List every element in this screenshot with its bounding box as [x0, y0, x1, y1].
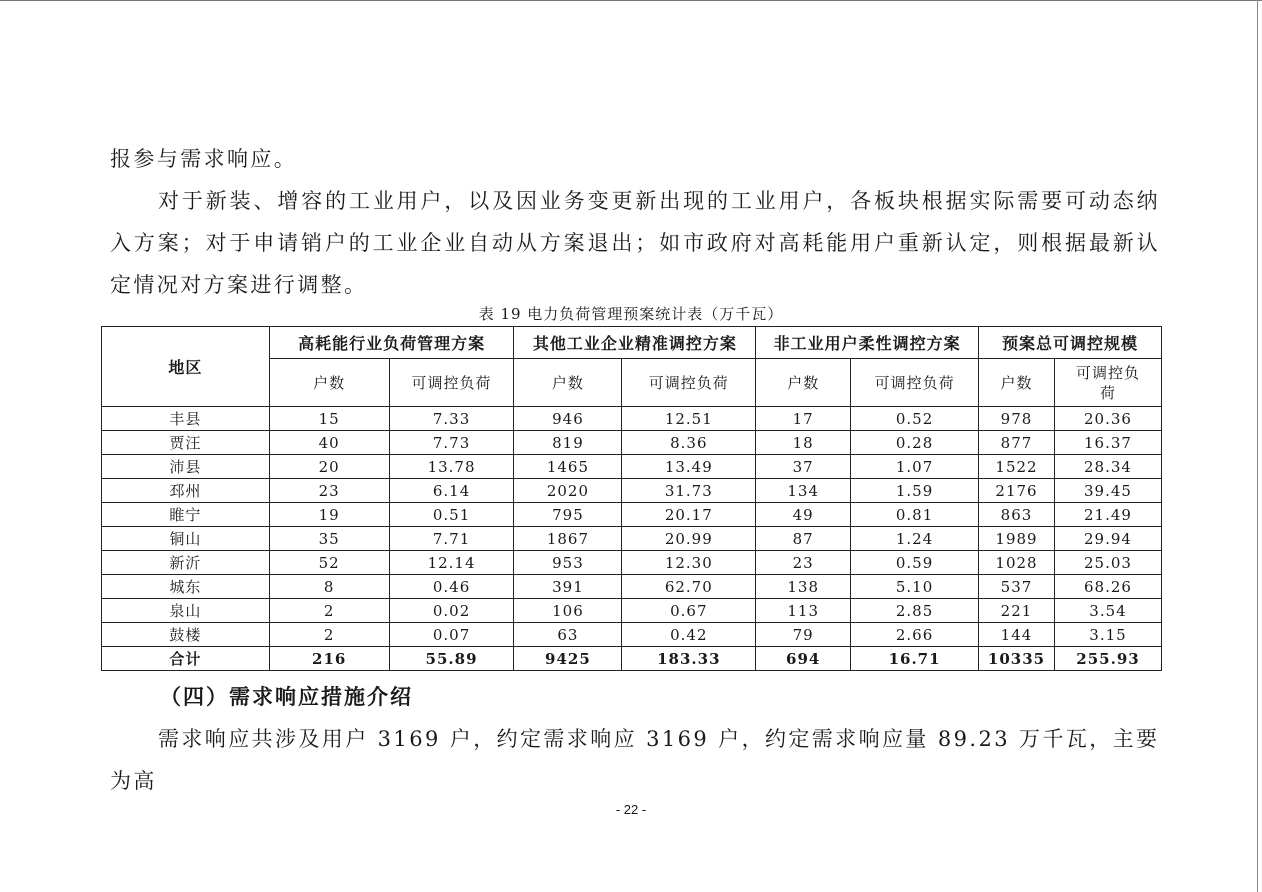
value-cell: 221 [979, 599, 1055, 623]
value-cell: 8.36 [622, 431, 756, 455]
value-cell: 694 [756, 647, 851, 671]
value-cell: 79 [756, 623, 851, 647]
table-row [102, 599, 1162, 623]
value-cell: 10335 [979, 647, 1055, 671]
value-cell: 40 [269, 431, 389, 455]
value-cell: 15 [269, 407, 389, 431]
value-cell: 946 [514, 407, 622, 431]
value-cell: 13.78 [389, 455, 514, 479]
value-cell: 20.99 [622, 527, 756, 551]
value-cell: 3.54 [1054, 599, 1161, 623]
value-cell: 7.71 [389, 527, 514, 551]
region-cell: 睢宁 [102, 503, 270, 527]
table-row [102, 623, 1162, 647]
value-cell: 1.59 [851, 479, 979, 503]
total-row [102, 647, 1162, 671]
group-header: 其他工业企业精准调控方案 [514, 327, 756, 359]
value-cell: 0.28 [851, 431, 979, 455]
region-cell: 合计 [102, 647, 270, 671]
paragraph-2: 对于新装、增容的工业用户，以及因业务变更新出现的工业用户，各板块根据实际需要可动态纳入方案；对于申请销户的工业企业自动从方案退出；如市政府对高耗能用户重新认定，则根据最新认定情况对方案进行调整。 [110, 189, 1160, 297]
value-cell: 183.33 [622, 647, 756, 671]
value-cell: 23 [756, 551, 851, 575]
value-cell: 1522 [979, 455, 1055, 479]
value-cell: 0.51 [389, 503, 514, 527]
page-right-border [1257, 0, 1258, 892]
sub-header: 户数 [979, 359, 1055, 407]
table-row [102, 527, 1162, 551]
value-cell: 23 [269, 479, 389, 503]
value-cell: 12.51 [622, 407, 756, 431]
group-header: 非工业用户柔性调控方案 [756, 327, 979, 359]
region-cell: 新沂 [102, 551, 270, 575]
value-cell: 25.03 [1054, 551, 1161, 575]
value-cell: 216 [269, 647, 389, 671]
table-row [102, 503, 1162, 527]
value-cell: 819 [514, 431, 622, 455]
value-cell: 68.26 [1054, 575, 1161, 599]
value-cell: 37 [756, 455, 851, 479]
group-header: 高耗能行业负荷管理方案 [269, 327, 514, 359]
value-cell: 0.52 [851, 407, 979, 431]
value-cell: 8 [269, 575, 389, 599]
value-cell: 0.42 [622, 623, 756, 647]
value-cell: 35 [269, 527, 389, 551]
value-cell: 0.07 [389, 623, 514, 647]
value-cell: 1989 [979, 527, 1055, 551]
value-cell: 2020 [514, 479, 622, 503]
value-cell: 1.24 [851, 527, 979, 551]
region-cell: 铜山 [102, 527, 270, 551]
sub-header: 户数 [756, 359, 851, 407]
value-cell: 3.15 [1054, 623, 1161, 647]
value-cell: 0.67 [622, 599, 756, 623]
value-cell: 863 [979, 503, 1055, 527]
value-cell: 1465 [514, 455, 622, 479]
value-cell: 138 [756, 575, 851, 599]
table-row [102, 431, 1162, 455]
region-cell: 鼓楼 [102, 623, 270, 647]
value-cell: 113 [756, 599, 851, 623]
value-cell: 2176 [979, 479, 1055, 503]
table-row [102, 407, 1162, 431]
value-cell: 55.89 [389, 647, 514, 671]
value-cell: 0.46 [389, 575, 514, 599]
value-cell: 134 [756, 479, 851, 503]
value-cell: 391 [514, 575, 622, 599]
value-cell: 21.49 [1054, 503, 1161, 527]
value-cell: 953 [514, 551, 622, 575]
value-cell: 16.71 [851, 647, 979, 671]
value-cell: 0.81 [851, 503, 979, 527]
value-cell: 255.93 [1054, 647, 1161, 671]
value-cell: 6.14 [389, 479, 514, 503]
value-cell: 18 [756, 431, 851, 455]
region-cell: 城东 [102, 575, 270, 599]
value-cell: 31.73 [622, 479, 756, 503]
table-caption: 表 19 电力负荷管理预案统计表（万千瓦） [478, 305, 784, 323]
sub-header: 可调控负荷 [622, 359, 756, 407]
value-cell: 7.73 [389, 431, 514, 455]
section-title: （四）需求响应措施介绍 [160, 684, 413, 709]
value-cell: 1028 [979, 551, 1055, 575]
value-cell: 0.02 [389, 599, 514, 623]
sub-header: 户数 [269, 359, 389, 407]
value-cell: 877 [979, 431, 1055, 455]
value-cell: 9425 [514, 647, 622, 671]
sub-header: 可调控负荷 [1054, 359, 1161, 407]
region-cell: 邳州 [102, 479, 270, 503]
value-cell: 795 [514, 503, 622, 527]
region-cell: 贾汪 [102, 431, 270, 455]
table-row [102, 455, 1162, 479]
value-cell: 20 [269, 455, 389, 479]
value-cell: 106 [514, 599, 622, 623]
value-cell: 1867 [514, 527, 622, 551]
value-cell: 16.37 [1054, 431, 1161, 455]
value-cell: 2 [269, 623, 389, 647]
value-cell: 12.14 [389, 551, 514, 575]
region-header: 地区 [102, 327, 270, 407]
value-cell: 39.45 [1054, 479, 1161, 503]
table-row [102, 575, 1162, 599]
value-cell: 87 [756, 527, 851, 551]
sub-header: 可调控负荷 [389, 359, 514, 407]
value-cell: 13.49 [622, 455, 756, 479]
region-cell: 泉山 [102, 599, 270, 623]
value-cell: 5.10 [851, 575, 979, 599]
value-cell: 52 [269, 551, 389, 575]
value-cell: 144 [979, 623, 1055, 647]
value-cell: 20.17 [622, 503, 756, 527]
value-cell: 1.07 [851, 455, 979, 479]
paragraph-3: 需求响应共涉及用户 3169 户，约定需求响应 3169 户，约定需求响应量 89.23 万千瓦，主要为高 [110, 727, 1160, 793]
value-cell: 2.66 [851, 623, 979, 647]
value-cell: 19 [269, 503, 389, 527]
value-cell: 49 [756, 503, 851, 527]
value-cell: 63 [514, 623, 622, 647]
load-management-table [101, 326, 1162, 671]
paragraph-1: 报参与需求响应。 [110, 147, 298, 171]
page-top-border [0, 0, 1262, 1]
value-cell: 978 [979, 407, 1055, 431]
value-cell: 2 [269, 599, 389, 623]
value-cell: 7.33 [389, 407, 514, 431]
value-cell: 62.70 [622, 575, 756, 599]
region-cell: 丰县 [102, 407, 270, 431]
table-row [102, 551, 1162, 575]
table-body [102, 407, 1162, 671]
value-cell: 12.30 [622, 551, 756, 575]
value-cell: 17 [756, 407, 851, 431]
page-number: - 22 - [615, 802, 647, 817]
value-cell: 2.85 [851, 599, 979, 623]
sub-header: 可调控负荷 [851, 359, 979, 407]
region-cell: 沛县 [102, 455, 270, 479]
value-cell: 29.94 [1054, 527, 1161, 551]
sub-header: 户数 [514, 359, 622, 407]
value-cell: 28.34 [1054, 455, 1161, 479]
table-row [102, 479, 1162, 503]
value-cell: 0.59 [851, 551, 979, 575]
value-cell: 537 [979, 575, 1055, 599]
value-cell: 20.36 [1054, 407, 1161, 431]
group-header: 预案总可调控规模 [979, 327, 1162, 359]
